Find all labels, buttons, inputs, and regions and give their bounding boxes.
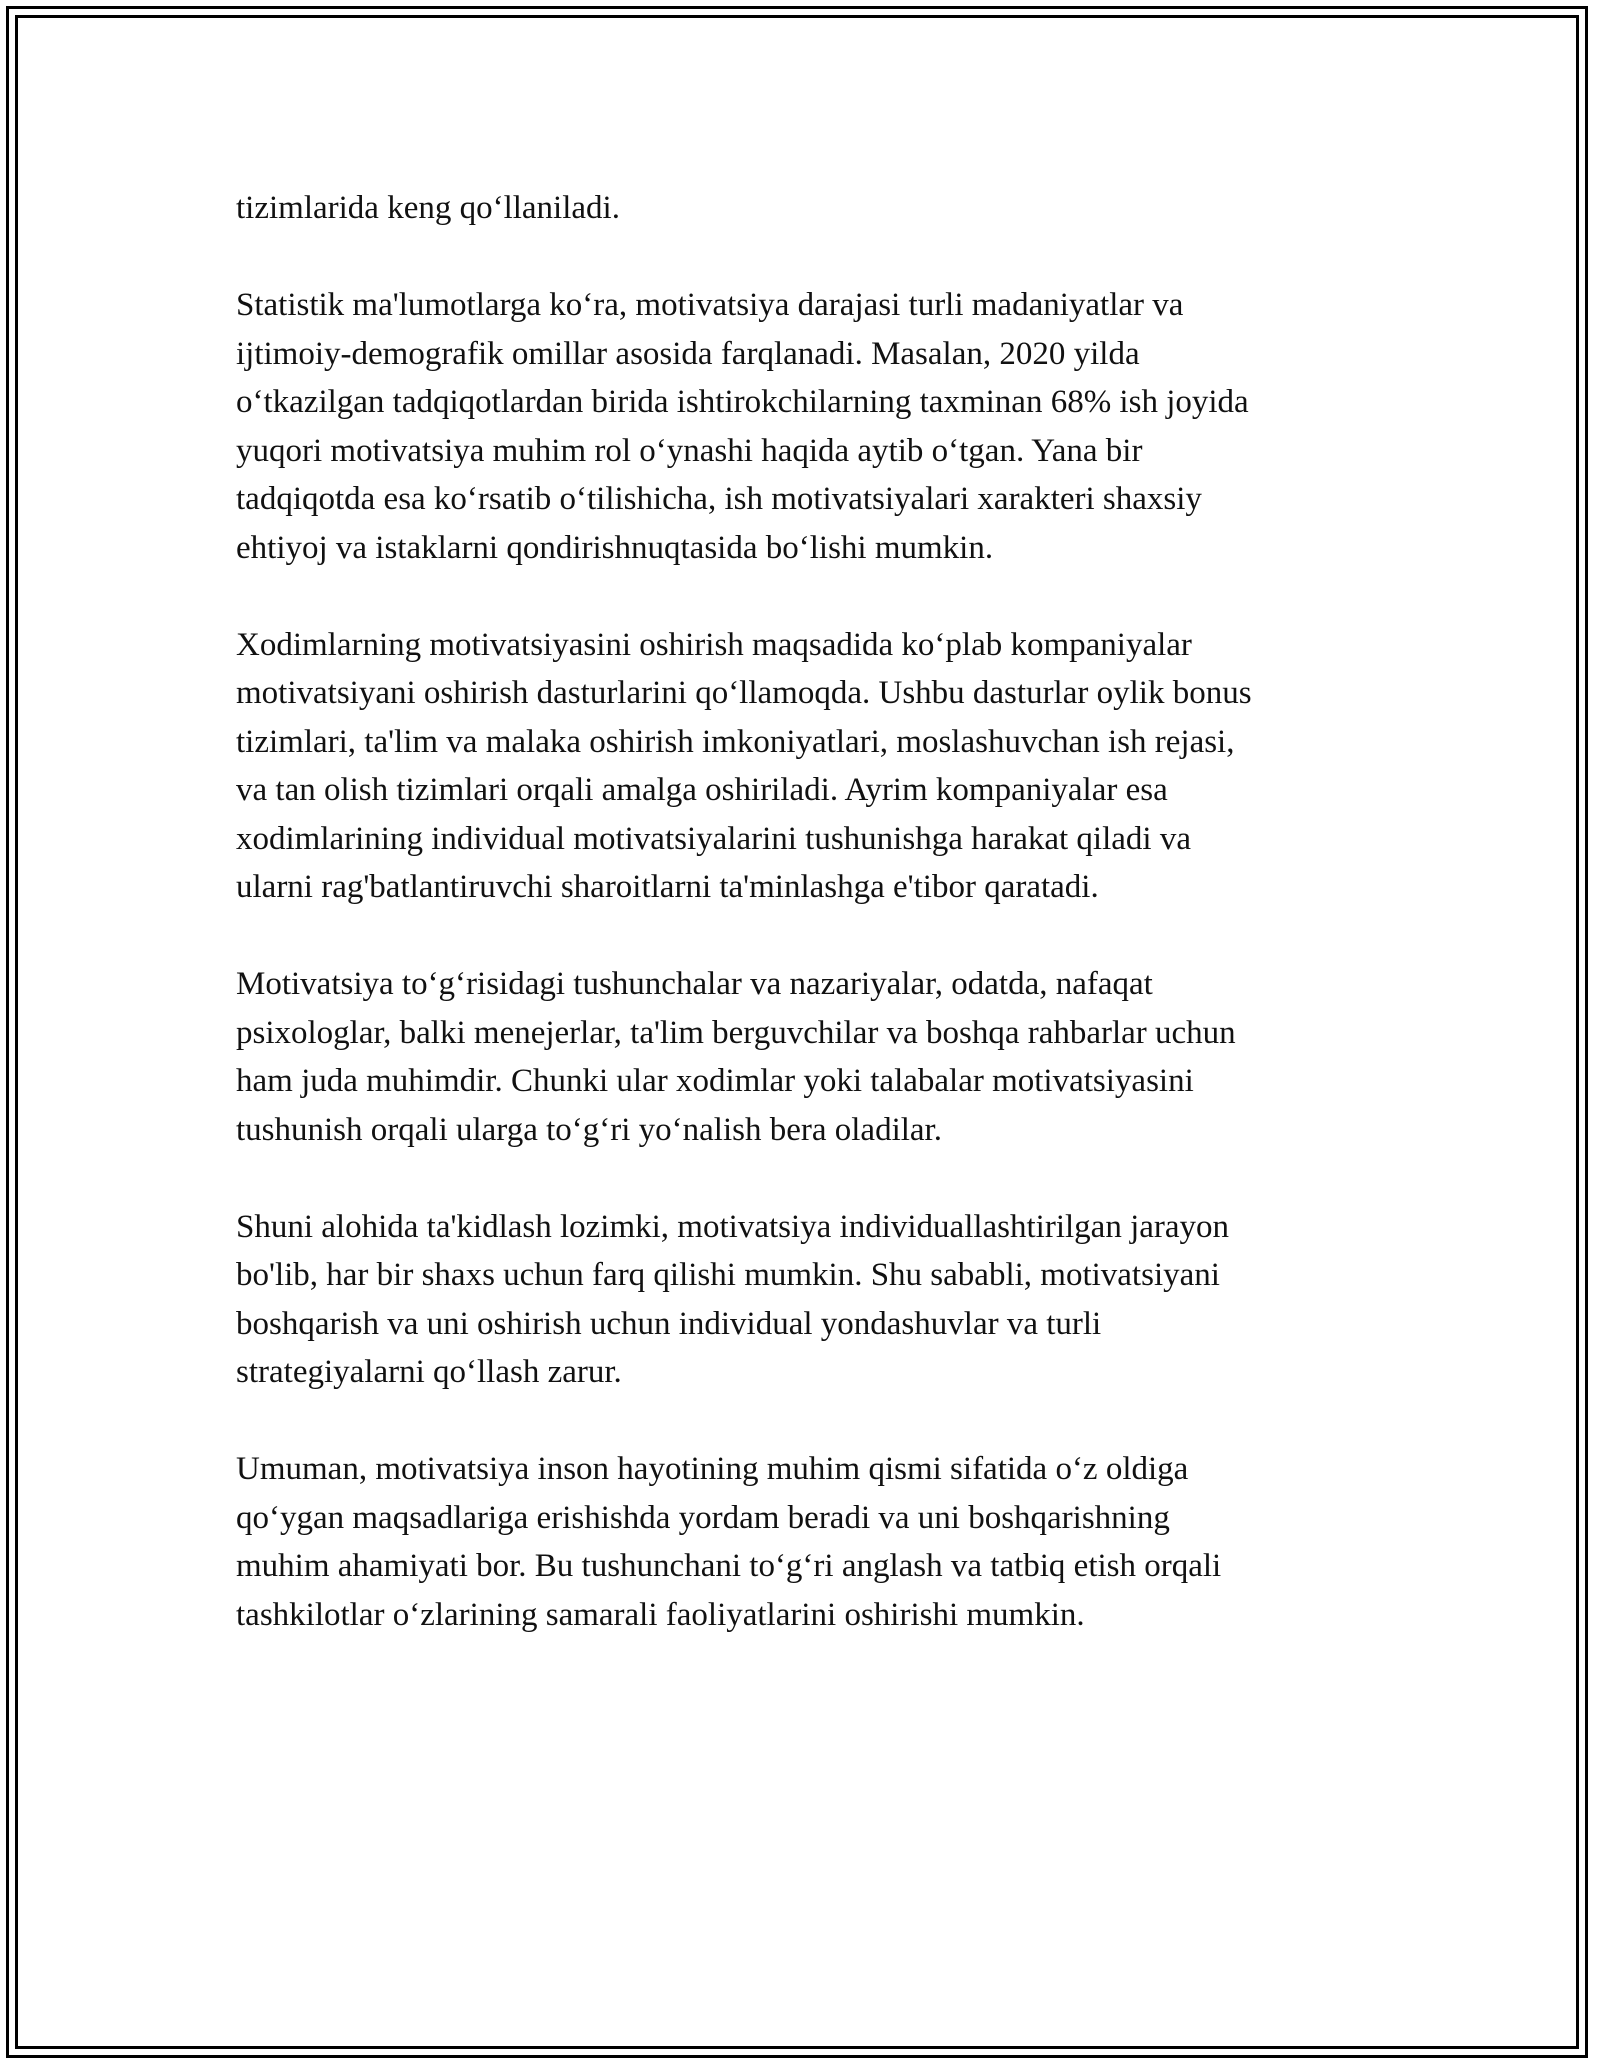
paragraph-statistics: Statistik ma'lumotlarga ko‘ra, motivatsiya darajasi turli madaniyatlar va ijtimoiy-demografik omillar asosida farqlanadi. Masalan, 2020 yilda o‘tkazilgan tadqiqotlardan birida ishtirokchilarning taxminan 68% ish joyida yuqori motivatsiya muhim rol o‘ynashi haqida aytib o‘tgan. Yana bir tadqiqotda esa ko‘rsatib o‘tilishicha, ish motivatsiyalari xarakteri shaxsiy ehtiyoj va istaklarni qondirishnuqtasida bo‘lishi mumkin. — [236, 287, 1249, 566]
document-body — [236, 184, 1386, 1688]
paragraph-programs: Xodimlarning motivatsiyasini oshirish maqsadida ko‘plab kompaniyalar motivatsiyani oshirish dasturlarini qo‘llamoqda. Ushbu dasturlar oylik bonus tizimlari, ta'lim va malaka oshirish imkoniyatlari, moslashuvchan ish rejasi, va tan olish tizimlari orqali amalga oshiriladi. Ayrim kompaniyalar esa xodimlarining individual motivatsiyalarini tushunishga harakat qiladi va ularni rag'batlantiruvchi sharoitlarni ta'minlashga e'tibor qaratadi. — [236, 626, 1252, 905]
paragraph-conclusion: Umuman, motivatsiya inson hayotining muhim qismi sifatida o‘z oldiga qo‘ygan maqsadlariga erishishda yordam beradi va uni boshqarishning muhim ahamiyati bor. Bu tushunchani to‘g‘ri anglash va tatbiq etish orqali tashkilotlar o‘zlarining samarali faoliyatlarini oshirishi mumkin. — [236, 1451, 1222, 1633]
paragraph-individual: Shuni alohida ta'kidlash lozimki, motivatsiya individuallashtirilgan jarayon bo'lib, har bir shaxs uchun farq qilishi mumkin. Shu sababli, motivatsiyani boshqarish va uni oshirish uchun individual yondashuvlar va turli strategiyalarni qo‘llash zarur. — [236, 1208, 1230, 1390]
paragraph-continuation: tizimlarida keng qo‘llaniladi. — [236, 190, 620, 226]
paragraph-theories: Motivatsiya to‘g‘risidagi tushunchalar va nazariyalar, odatda, nafaqat psixologlar, balki menejerlar, ta'lim berguvchilar va boshqa rahbarlar uchun ham juda muhimdir. Chunki ular xodimlar yoki talabalar motivatsiyasini tushunish orqali ularga to‘g‘ri yo‘nalish bera oladilar. — [236, 966, 1236, 1148]
